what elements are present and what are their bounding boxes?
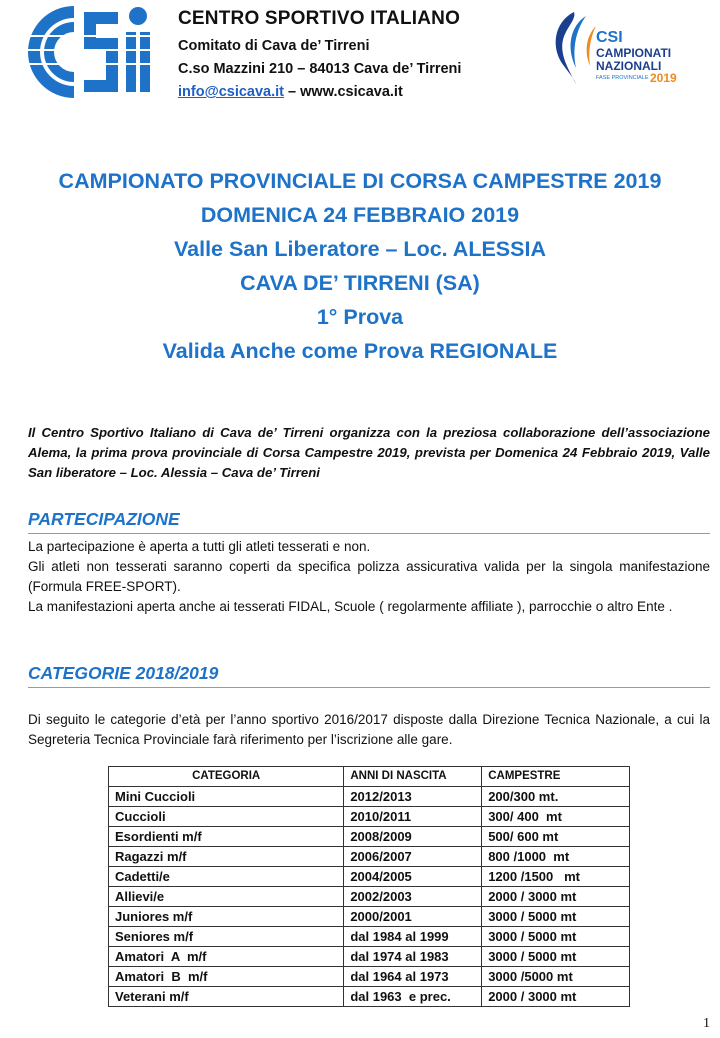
partecipazione-text <box>28 537 710 617</box>
committee-name: Comitato di Cava de’ Tirreni <box>178 38 370 54</box>
table-row <box>109 827 630 847</box>
event-titles <box>0 166 720 370</box>
title-line: CAVA DE’ TIRRENI (SA) <box>240 271 480 295</box>
campionati-logo <box>546 8 696 98</box>
table-cell: Ragazzi m/f <box>109 847 344 867</box>
table-cell: 3000 / 5000 mt <box>482 907 630 927</box>
table-row <box>109 927 630 947</box>
table-row <box>109 907 630 927</box>
table-cell: Esordienti m/f <box>109 827 344 847</box>
table-cell: 3000 / 5000 mt <box>482 947 630 967</box>
logo-year-text: 2019 <box>650 71 677 85</box>
table-cell: Seniores m/f <box>109 927 344 947</box>
page-number: 1 <box>703 1016 710 1031</box>
title-line: Valida Anche come Prova REGIONALE <box>162 339 558 363</box>
table-cell: 200/300 mt. <box>482 787 630 807</box>
org-name: CENTRO SPORTIVO ITALIANO <box>178 8 461 29</box>
table-cell: Veterani m/f <box>109 987 344 1007</box>
table-cell: dal 1984 al 1999 <box>344 927 482 947</box>
paragraph-line: Gli atleti non tesserati saranno coperti da specifica polizza assicurativa valida per la singola manifestazione (Formula FREE-SPORT). <box>28 559 710 594</box>
table-cell: Cuccioli <box>109 807 344 827</box>
table-cell: 2000/2001 <box>344 907 482 927</box>
table-cell: Juniores m/f <box>109 907 344 927</box>
logo-csi-text: CSI <box>596 29 623 46</box>
table-cell: dal 1963 e prec. <box>344 987 482 1007</box>
table-cell: 2002/2003 <box>344 887 482 907</box>
table-header-row <box>109 767 630 787</box>
table-cell: Amatori A m/f <box>109 947 344 967</box>
logo-nazionali-text: NAZIONALI <box>596 59 662 73</box>
table-cell: 2008/2009 <box>344 827 482 847</box>
table-cell: dal 1974 al 1983 <box>344 947 482 967</box>
table-row <box>109 947 630 967</box>
table-row <box>109 867 630 887</box>
table-cell: 2000 / 3000 mt <box>482 987 630 1007</box>
column-header: ANNI DI NASCITA <box>344 767 482 787</box>
table-cell: Mini Cuccioli <box>109 787 344 807</box>
title-line: DOMENICA 24 FEBBRAIO 2019 <box>200 203 520 227</box>
table-cell: 2006/2007 <box>344 847 482 867</box>
website-text: www.csicava.it <box>300 84 403 100</box>
logo-fase-text: FASE PROVINCIALE <box>596 75 649 81</box>
table-cell: dal 1964 al 1973 <box>344 967 482 987</box>
csi-swirl-icon <box>546 8 602 86</box>
column-header: CATEGORIA <box>109 767 344 787</box>
title-line: CAMPIONATO PROVINCIALE DI CORSA CAMPESTRE 2019 <box>58 169 662 193</box>
table-cell: Allievi/e <box>109 887 344 907</box>
contact-line <box>178 84 403 100</box>
title-line: 1° Prova <box>316 305 404 329</box>
partecipazione-heading: PARTECIPAZIONE <box>28 509 710 534</box>
title-line: Valle San Liberatore – Loc. ALESSIA <box>174 237 546 261</box>
table-cell: 800 /1000 mt <box>482 847 630 867</box>
logo-campionati-text: CAMPIONATI <box>596 46 672 60</box>
email-link[interactable]: info@csicava.it <box>178 84 285 100</box>
csi-logo-icon <box>26 2 176 102</box>
table-cell: 1200 /1500 mt <box>482 867 630 887</box>
table-cell: 3000 / 5000 mt <box>482 927 630 947</box>
intro-paragraph: Il Centro Sportivo Italiano di Cava de’ Tirreni organizza con la preziosa collaborazione dell’associazione Alema, la prima prova provinciale di Corsa Campestre 2019, prevista per Domenica 24 Febbraio 2019, Valle San liberatore – Loc. Alessia – Cava de’ Tirreni <box>28 425 710 480</box>
categories-table <box>108 766 630 1007</box>
table-row <box>109 887 630 907</box>
table-cell: 2012/2013 <box>344 787 482 807</box>
table-cell: Cadetti/e <box>109 867 344 887</box>
paragraph-line: La partecipazione è aperta a tutti gli atleti tesserati e non. <box>28 539 371 554</box>
table-cell: 2010/2011 <box>344 807 482 827</box>
column-header: CAMPESTRE <box>482 767 630 787</box>
categorie-description: Di seguito le categorie d’età per l’anno sportivo 2016/2017 disposte dalla Direzione Tecnica Nazionale, a cui la Segreteria Tecnica Provinciale farà riferimento per l’iscrizione alle gare. <box>28 712 710 747</box>
table-row <box>109 787 630 807</box>
contact-separator: – <box>284 84 301 100</box>
address: C.so Mazzini 210 – 84013 Cava de’ Tirreni <box>178 61 462 77</box>
table-row <box>109 807 630 827</box>
table-cell: 300/ 400 mt <box>482 807 630 827</box>
table-cell: 500/ 600 mt <box>482 827 630 847</box>
table-row <box>109 987 630 1007</box>
paragraph-line: La manifestazioni aperta anche ai tesserati FIDAL, Scuole ( regolarmente affiliate ), parrocchie o altro Ente . <box>28 599 673 614</box>
table-cell: 3000 /5000 mt <box>482 967 630 987</box>
table-row <box>109 967 630 987</box>
table-cell: 2000 / 3000 mt <box>482 887 630 907</box>
categorie-heading: CATEGORIE 2018/2019 <box>28 663 710 688</box>
table-cell: 2004/2005 <box>344 867 482 887</box>
table-cell: Amatori B m/f <box>109 967 344 987</box>
table-row <box>109 847 630 867</box>
